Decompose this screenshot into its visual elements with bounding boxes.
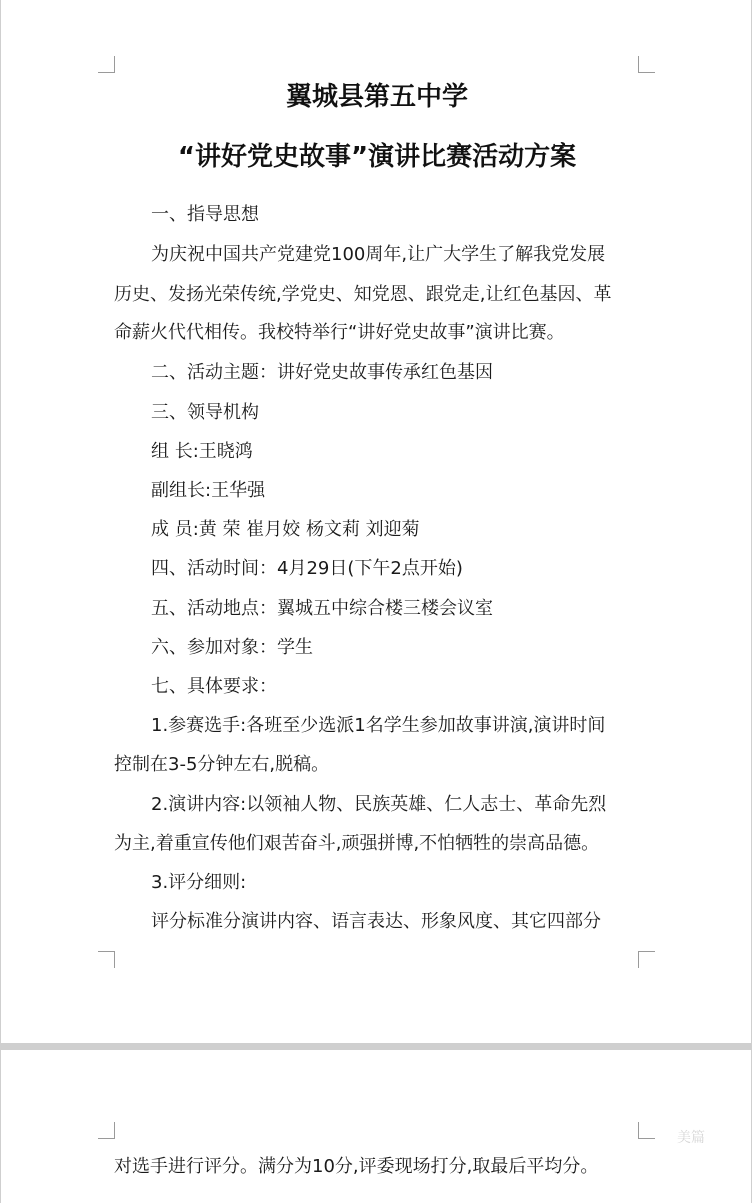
section-heading-location: 五、活动地点：翼城五中综合楼三楼会议室	[151, 598, 493, 619]
paragraph-line: 为主,着重宣传他们艰苦奋斗,顽强拼博,不怕牺牲的崇高品德。	[114, 833, 600, 854]
paragraph-line: 为庆祝中国共产党建党100周年,让广大学生了解我党发展	[151, 244, 606, 265]
document-title-school: 翼城县第五中学	[285, 82, 468, 112]
paragraph-line: 对选手进行评分。满分为10分,评委现场打分,取最后平均分。	[114, 1156, 599, 1177]
section-heading-time: 四、活动时间：4月29日(下午2点开始)	[151, 558, 463, 579]
margin-corner-mark	[638, 56, 655, 73]
paragraph-line: 2.演讲内容:以领袖人物、民族英雄、仁人志士、革命先烈	[151, 794, 607, 815]
section-heading-participants: 六、参加对象：学生	[151, 637, 313, 658]
members-line: 成 员:黄 荣 崔月姣 杨文莉 刘迎菊	[151, 519, 420, 540]
margin-corner-mark	[98, 1122, 115, 1139]
deputy-leader-line: 副组长:王华强	[151, 480, 266, 501]
section-heading-leadership: 三、领导机构	[151, 402, 259, 423]
margin-corner-mark	[638, 1122, 655, 1139]
watermark: 美篇	[677, 1130, 705, 1146]
paragraph-line: 控制在3-5分钟左右,脱稿。	[114, 754, 330, 775]
leader-line: 组 长:王晓鸿	[151, 441, 253, 462]
page-separator	[0, 1043, 752, 1050]
paragraph-line: 历史、发扬光荣传统,学党史、知党恩、跟党走,让红色基因、革	[114, 284, 612, 305]
margin-corner-mark	[98, 951, 115, 968]
document-page-2	[0, 1050, 752, 1203]
paragraph-line: 命薪火代代相传。我校特举行“讲好党史故事”演讲比赛。	[114, 322, 565, 343]
section-heading-requirements: 七、具体要求：	[151, 676, 277, 697]
section-heading-theme: 二、活动主题：讲好党史故事传承红色基因	[151, 362, 493, 383]
paragraph-line: 评分标准分演讲内容、语言表达、形象风度、其它四部分	[151, 911, 601, 932]
margin-corner-mark	[98, 56, 115, 73]
document-title-event: “讲好党史故事”演讲比赛活动方案	[177, 142, 577, 172]
section-heading-guiding-idea: 一、指导思想	[151, 204, 259, 225]
margin-corner-mark	[638, 951, 655, 968]
paragraph-line: 1.参赛选手:各班至少选派1名学生参加故事讲演,演讲时间	[151, 715, 606, 736]
paragraph-line: 3.评分细则:	[151, 872, 247, 893]
